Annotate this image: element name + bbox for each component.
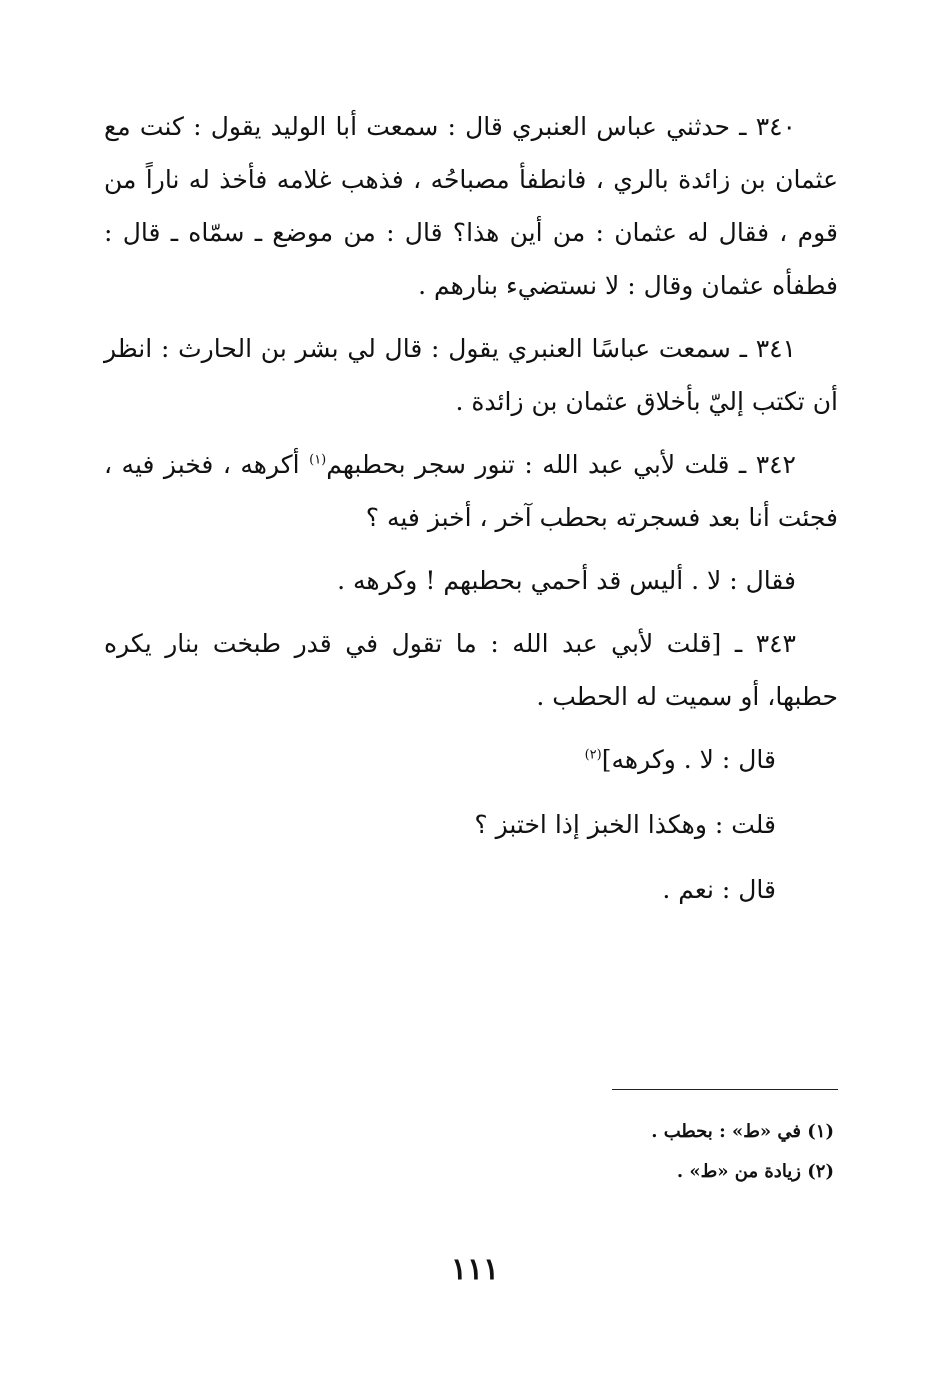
footnote-1: (١) في «ط» : بحطب . bbox=[651, 1121, 834, 1142]
paragraph-341-text: ٣٤١ ـ سمعت عباسًا العنبري يقول : قال لي بشر بن الحارث : انظر أن تكتب إليّ بأخلاق عثمان بن زائدة . bbox=[104, 334, 838, 416]
paragraph-343-question-text: قلت : وهكذا الخبز إذا اختبز ؟ bbox=[474, 810, 776, 839]
paragraph-342-answer-text: فقال : لا . أليس قد أحمي بحطبهم ! وكرهه . bbox=[337, 566, 796, 595]
footnote-ref-1: (١) bbox=[309, 452, 327, 468]
footnote-2: (٢) زيادة من «ط» . bbox=[676, 1161, 834, 1182]
main-text bbox=[104, 100, 838, 928]
paragraph-342 bbox=[104, 438, 838, 544]
paragraph-343-final-answer-text: قال : نعم . bbox=[662, 875, 776, 904]
footnote-separator bbox=[612, 1089, 838, 1090]
footnotes bbox=[104, 1112, 834, 1192]
paragraph-341 bbox=[104, 322, 838, 428]
page-number: ١١١ bbox=[450, 1252, 500, 1287]
paragraph-343 bbox=[104, 617, 838, 723]
footnote-ref-2: (٢) bbox=[584, 747, 602, 763]
paragraph-342-text-before: ٣٤٢ ـ قلت لأبي عبد الله : تنور سجر بحطبهم bbox=[326, 450, 796, 479]
paragraph-340 bbox=[104, 100, 838, 312]
paragraph-343-text: ٣٤٣ ـ [قلت لأبي عبد الله : ما تقول في قدر طبخت بنار يكره حطبها، أو سميت له الحطب . bbox=[104, 629, 838, 711]
paragraph-343-answer-text: قال : لا . وكرهه] bbox=[601, 745, 776, 774]
paragraph-342-text-after: أكرهه ، فخبز فيه ، فجئت أنا بعد فسجرته بحطب آخر ، أخبز فيه ؟ bbox=[104, 450, 838, 532]
paragraph-342-answer bbox=[104, 554, 838, 607]
paragraph-340-text: ٣٤٠ ـ حدثني عباس العنبري قال : سمعت أبا الوليد يقول : كنت مع عثمان بن زائدة بالري ، فانطفأ مصباحُه ، فذهب غلامه فأخذ له ناراً من قوم ، فقال له عثمان : من أين هذا؟ قال : من موضع ـ سمّاه ـ قال : فطفأه عثمان وقال : لا نستضيء بنارهم . bbox=[104, 112, 838, 300]
paragraph-343-question bbox=[104, 798, 838, 851]
paragraph-343-answer bbox=[104, 733, 838, 786]
paragraph-343-final-answer bbox=[104, 863, 838, 916]
